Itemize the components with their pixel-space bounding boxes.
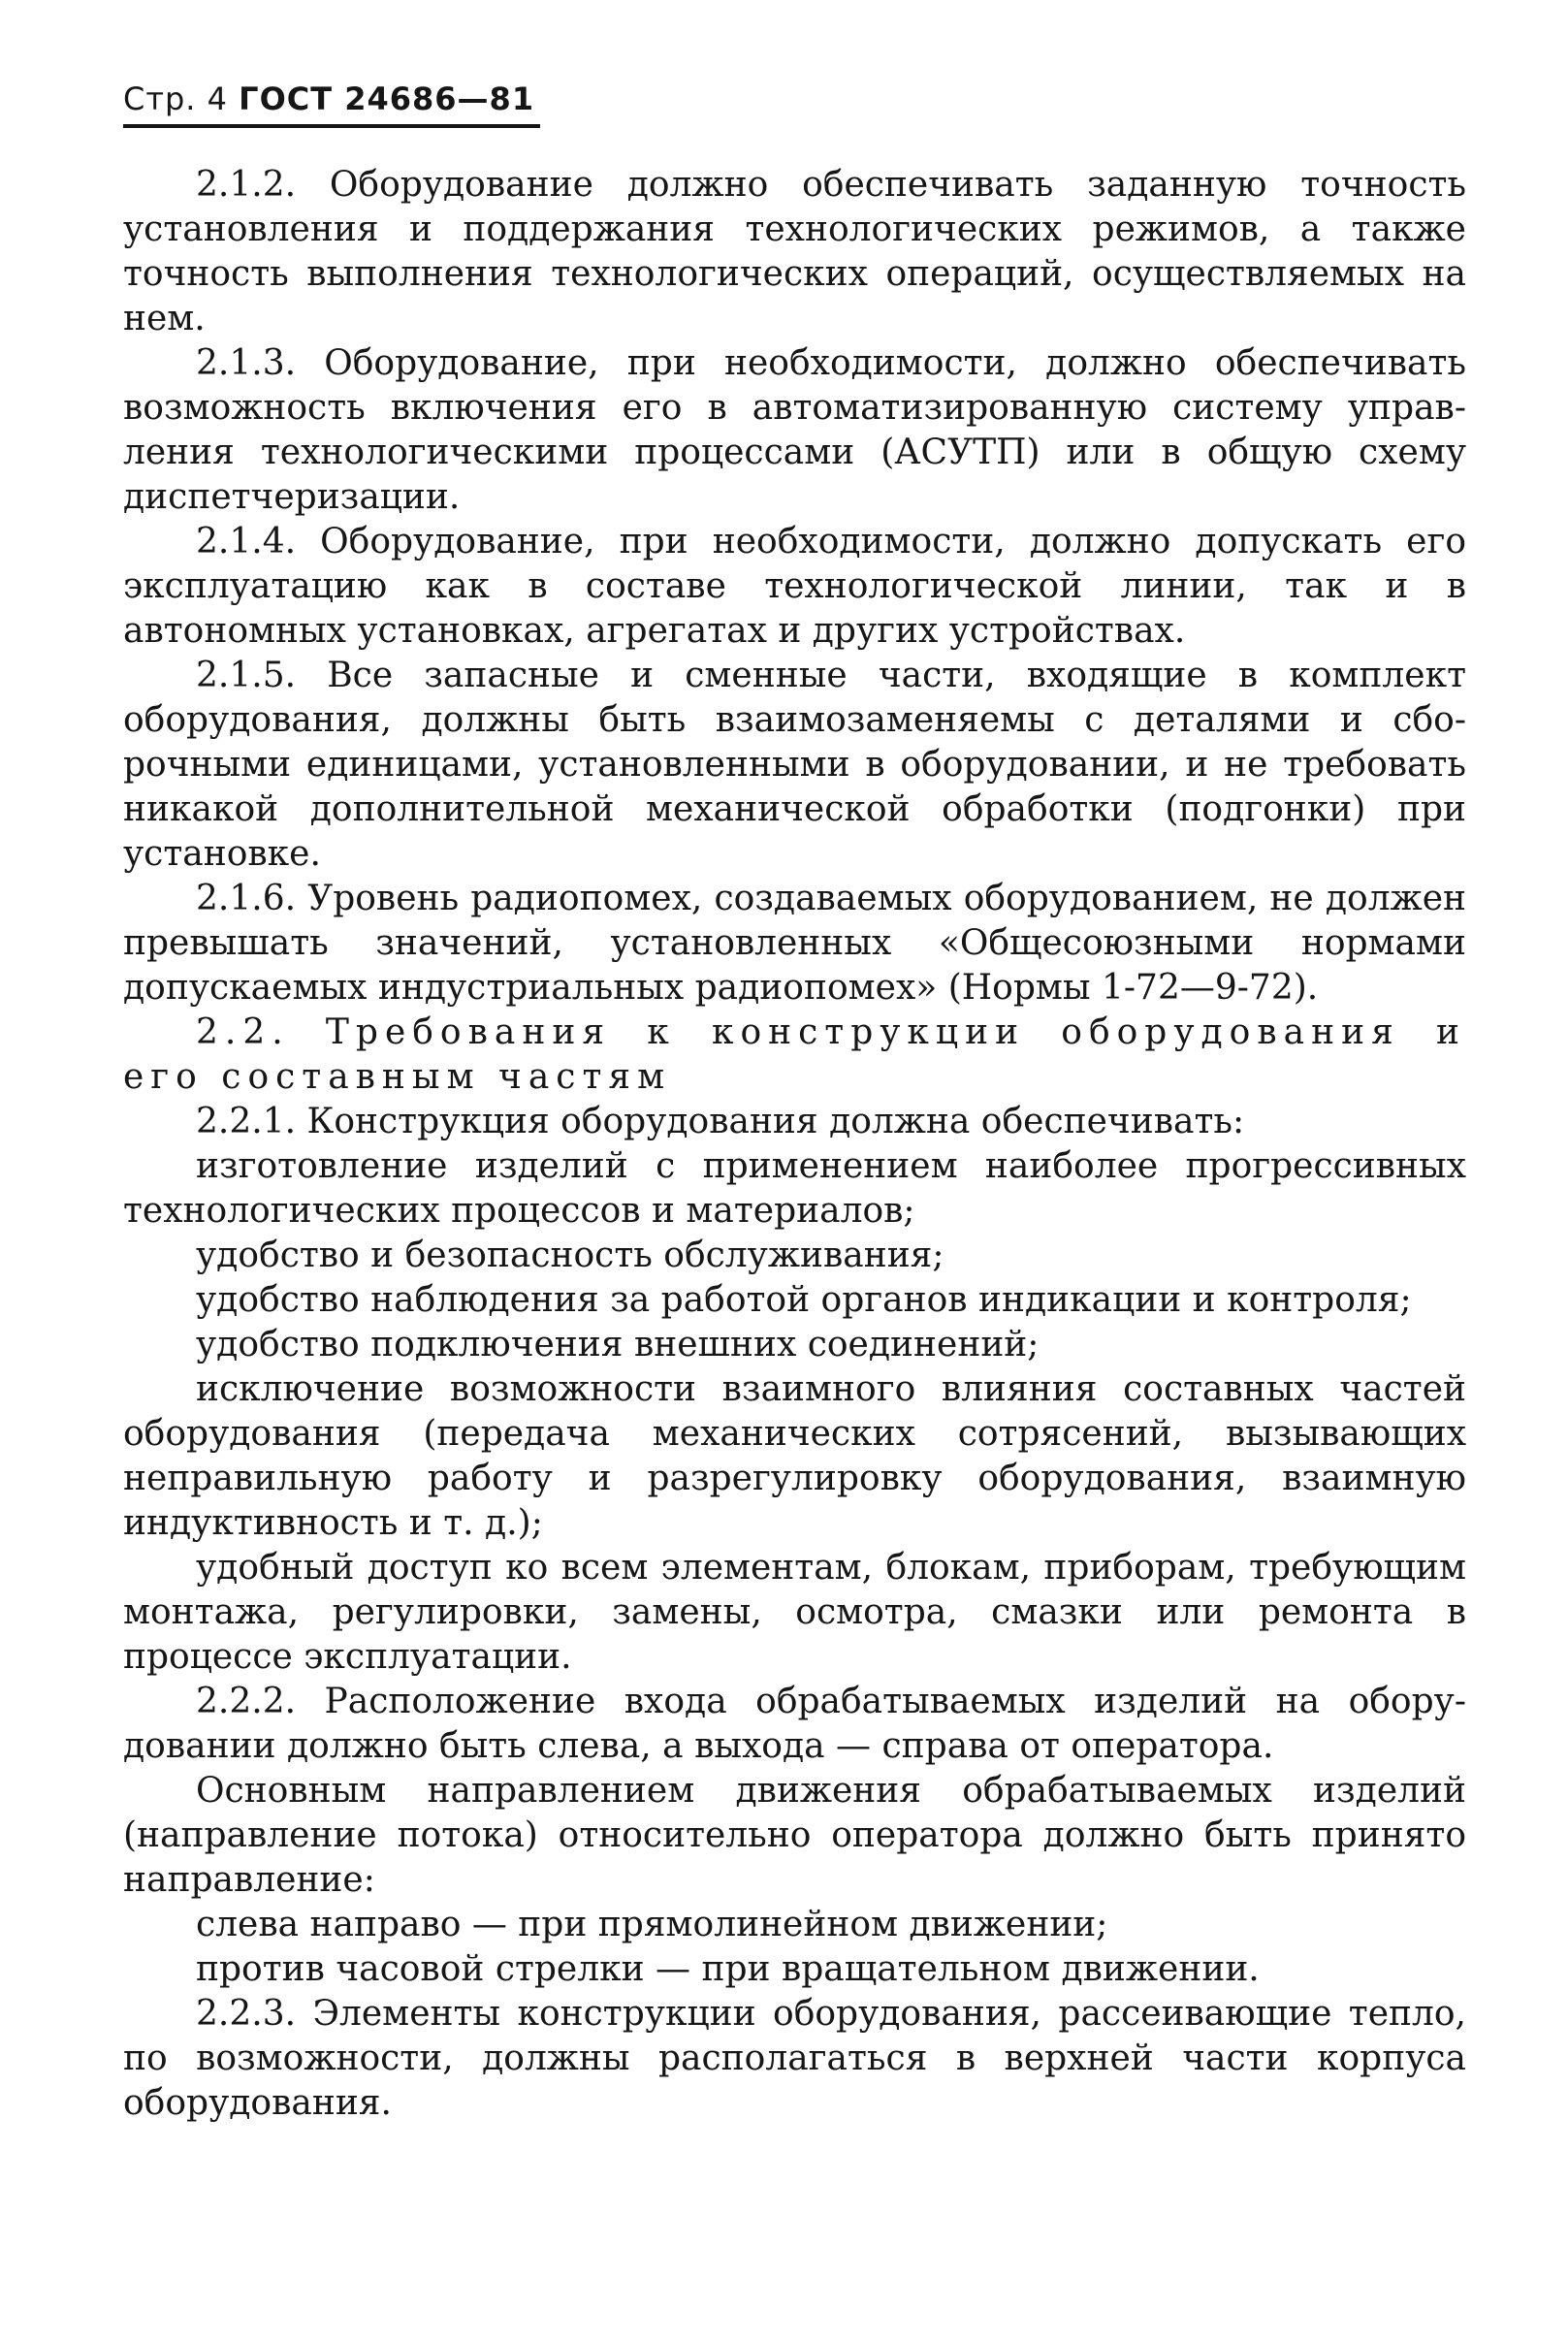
list-item: изготовление изделий с применением наиболее прогрессивных технологических процессов и материалов;	[123, 1146, 1466, 1231]
page-header	[123, 80, 540, 128]
paragraph-flow-direction: Основным направлением движения обрабатываемых изделий (направление потока) относительно оператора должно быть принято направление:	[123, 1771, 1466, 1900]
paragraph-2-1-2: 2.1.2. Оборудование должно обеспечивать заданную точность установления и поддержания технологических режимов, а также точность выполнения технологических операций, осуществляемых на нем.	[123, 165, 1466, 338]
section-heading-2-2: 2.2. Требования к конструкции оборудования и его составным частям	[123, 1012, 1466, 1097]
page-number: Стр. 4	[123, 80, 228, 117]
list-item: удобство наблюдения за работой органов индикации и контроля;	[196, 1280, 1412, 1320]
paragraph-2-2-1: 2.2.1. Конструкция оборудования должна обеспечивать:	[196, 1102, 1245, 1141]
paragraph-2-1-4: 2.1.4. Оборудование, при необходимости, должно допускать его эксплуатацию как в составе технологической линии, так и в автономных установках, агрегатах и других устройствах.	[123, 522, 1466, 651]
document-body	[123, 163, 1466, 2126]
list-item: удобный доступ ко всем элементам, блокам, приборам, требующим монтажа, регулировки, замены, осмотра, смазки или ремонта в процессе эксплуатации.	[123, 1548, 1466, 1677]
list-item: удобство подключения внешних соединений;	[196, 1325, 1040, 1364]
list-item: исключение возможности взаимного влияния составных частей оборудования (передача механических сотрясений, вызывающих неправильную работу и разрегулировку оборудования, взаимную индуктивность и т. д.);	[123, 1369, 1466, 1543]
list-item: удобство и безопасность обслуживания;	[196, 1236, 944, 1275]
standard-number: ГОСТ 24686—81	[239, 80, 535, 117]
paragraph-2-2-3: 2.2.3. Элементы конструкции оборудования, рассеивающие тепло, по возможности, должны располагаться в верхней части корпуса оборудования.	[123, 1994, 1466, 2123]
document-page	[123, 80, 1466, 2126]
paragraph-2-1-6: 2.1.6. Уровень радиопомех, создаваемых оборудованием, не должен превышать значений, установленных «Общесоюзными нормами допускаемых индустриальных радиопомех» (Нормы 1-72—9-72).	[123, 879, 1466, 1008]
paragraph-2-1-5: 2.1.5. Все запасные и сменные части, входящие в комплект оборудования, должны быть взаимозаменяемы с деталями и сборочными единицами, установленными в оборудовании, и не требовать никакой дополнительной механической обработки (подгонки) при установке.	[123, 656, 1466, 874]
list-item: против часовой стрелки — при вращательном движении.	[196, 1949, 1260, 1989]
paragraph-2-2-2: 2.2.2. Расположение входа обрабатываемых изделий на оборудовании должно быть слева, а выхода — справа от оператора.	[123, 1682, 1466, 1766]
paragraph-2-1-3: 2.1.3. Оборудование, при необходимости, должно обеспечивать возможность включения его в автоматизированную систему управления технологическими процессами (АСУТП) или в общую схему диспетчеризации.	[123, 343, 1466, 517]
list-item: слева направо — при прямолинейном движении;	[196, 1905, 1108, 1944]
